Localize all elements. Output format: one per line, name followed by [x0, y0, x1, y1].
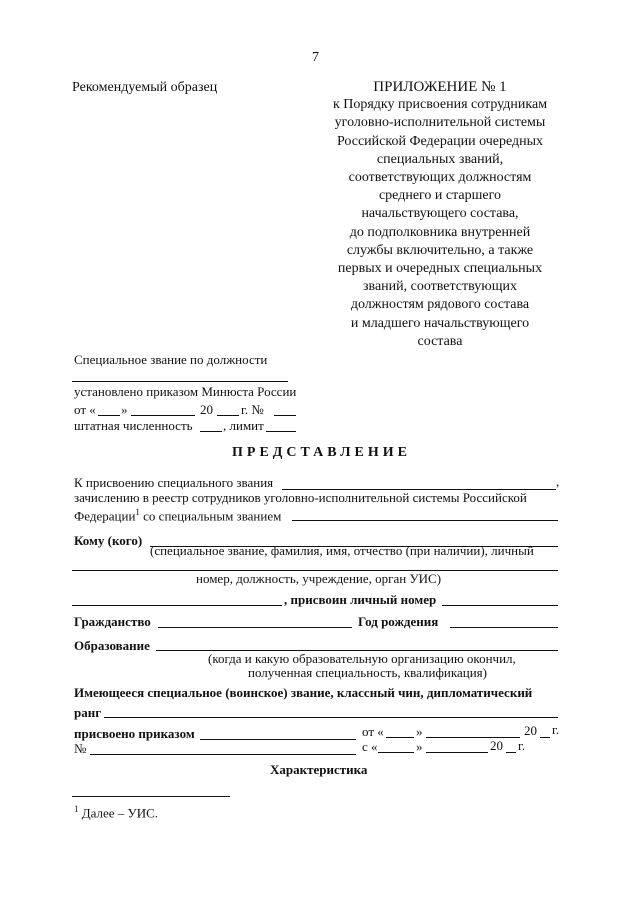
- order-number-field[interactable]: [274, 415, 296, 416]
- since-quote-close: »: [416, 739, 423, 754]
- order-number-field-2[interactable]: [90, 754, 356, 755]
- registry-line-1: зачислению в реестр сотрудников уголовно-исполнительной системы Российской: [74, 490, 527, 505]
- from-quote-close: »: [416, 724, 423, 739]
- citizenship-label: Гражданство: [74, 614, 151, 629]
- from-quote: от «: [362, 724, 384, 739]
- assigned-order-field[interactable]: [200, 739, 356, 740]
- appendix-title: ПРИЛОЖЕНИЕ № 1: [373, 79, 507, 95]
- order-day-field[interactable]: [98, 415, 120, 416]
- order-year-field[interactable]: [217, 415, 239, 416]
- document-title: ПРЕДСТАВЛЕНИЕ: [232, 445, 411, 460]
- appendix-line: званий, соответствующих: [362, 279, 518, 295]
- established-by-label: установлено приказом Минюста России: [74, 384, 297, 399]
- from-year-20: 20: [524, 723, 537, 738]
- rank-label: ранг: [74, 705, 102, 720]
- appendix-block: [300, 78, 580, 351]
- to-whom-caption-2: номер, должность, учреждение, орган УИС): [196, 571, 442, 586]
- appendix-line: начальствующего состава,: [361, 206, 519, 222]
- order-month-field[interactable]: [131, 415, 195, 416]
- order-quote-close: »: [121, 402, 128, 417]
- assign-rank-label: К присвоению специального звания: [74, 475, 274, 490]
- since-quote: с «: [362, 739, 378, 754]
- staff-count-label: штатная численность: [74, 418, 193, 433]
- from-month-field[interactable]: [426, 737, 520, 738]
- appendix-line: специальных званий,: [376, 151, 504, 167]
- order-year-prefix: 20: [200, 402, 213, 417]
- number-sign: №: [74, 741, 87, 756]
- to-whom-caption-1: (специальное звание, фамилия, имя, отчество (при наличии), личный: [150, 543, 534, 558]
- assigned-by-order-label: присвоено приказом: [74, 726, 195, 741]
- education-caption-2: полученная специальность, квалификация): [248, 665, 487, 680]
- education-label: Образование: [74, 638, 150, 653]
- limit-field[interactable]: [266, 431, 296, 432]
- registry-rank-field[interactable]: [292, 520, 558, 521]
- from-year-field[interactable]: [540, 737, 550, 738]
- education-caption-1: (когда и какую образовательную организацию окончил,: [208, 651, 516, 666]
- limit-label: , лимит: [223, 418, 264, 433]
- appendix-line: к Порядку присвоения сотрудникам: [332, 97, 548, 113]
- footnote-text: Далее – УИС.: [81, 805, 159, 821]
- footnote-mark: 1: [135, 507, 140, 517]
- recommended-sample-label: Рекомендуемый образец: [72, 80, 218, 95]
- birth-year-field[interactable]: [450, 627, 558, 628]
- staff-count-field[interactable]: [200, 431, 222, 432]
- to-whom-label: Кому (кого): [74, 533, 143, 548]
- characteristic-heading: Характеристика: [270, 762, 368, 777]
- personal-number-label: , присвоин личный номер: [284, 592, 437, 607]
- appendix-line: первых и очередных специальных: [337, 261, 543, 277]
- footnote-separator: [72, 796, 230, 797]
- appendix-line: службы включительно, а также: [346, 242, 534, 258]
- appendix-line: и младшего начальствующего: [350, 315, 530, 331]
- rank-by-position-label: Специальное звание по должности: [74, 352, 268, 367]
- registry-special-rank: со специальным званием: [143, 508, 282, 524]
- appendix-line: соответствующих должностям: [348, 170, 532, 186]
- from-year-g: г.: [552, 722, 560, 737]
- order-from-label: от «: [74, 402, 96, 417]
- order-number-label: г. №: [241, 402, 264, 417]
- appendix-line: должностям рядового состава: [350, 297, 530, 313]
- personal-number-field[interactable]: [442, 605, 558, 606]
- appendix-line: до подполковника внутренней: [349, 224, 531, 240]
- appendix-line: уголовно-исполнительной системы: [334, 115, 546, 131]
- footnote: [74, 804, 158, 821]
- existing-rank-label: Имеющееся специальное (воинское) звание, классный чин, дипломатический: [74, 685, 533, 700]
- existing-rank-field[interactable]: [104, 717, 558, 718]
- appendix-line: состава: [417, 333, 463, 349]
- appendix-line: Российской Федерации очередных: [336, 133, 544, 149]
- since-year-20: 20: [490, 738, 503, 753]
- registry-federation: Федерации: [74, 508, 136, 524]
- comma: ,: [556, 474, 560, 489]
- citizenship-field[interactable]: [158, 627, 352, 628]
- rank-by-position-field[interactable]: [72, 381, 288, 382]
- since-day-field[interactable]: [378, 752, 414, 753]
- since-year-g: г.: [518, 738, 526, 753]
- personal-name-field[interactable]: [72, 605, 282, 606]
- since-month-field[interactable]: [426, 752, 488, 753]
- appendix-line: среднего и старшего: [378, 188, 502, 204]
- since-year-field[interactable]: [506, 752, 516, 753]
- footnote-number: 1: [74, 804, 79, 814]
- from-day-field[interactable]: [386, 737, 414, 738]
- birth-year-label: Год рождения: [358, 614, 439, 629]
- page-number: 7: [312, 50, 319, 65]
- registry-line-2-label: [74, 507, 281, 524]
